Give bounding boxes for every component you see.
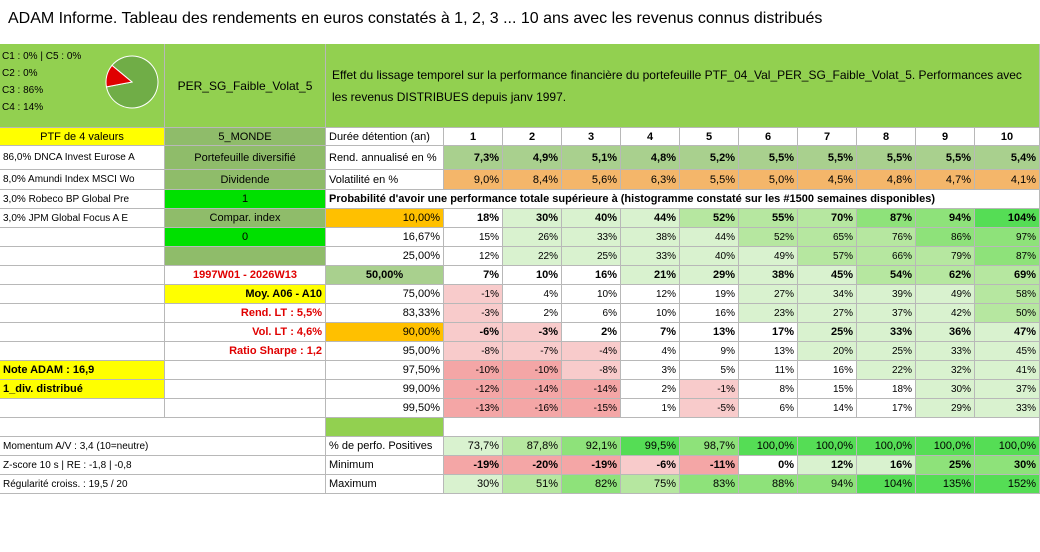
minimum-5: -11% <box>680 456 739 475</box>
quantile-value: -14% <box>503 380 562 399</box>
quantile-value: 27% <box>798 304 857 323</box>
annual-return-3: 5,1% <box>562 146 621 170</box>
quantile-value: 55% <box>739 209 798 228</box>
quantile-value: 10% <box>503 266 562 285</box>
holding-4: 3,0% JPM Global Focus A E <box>0 209 165 228</box>
positive-perf-label: % de perfo. Positives <box>326 437 444 456</box>
minimum-3: -19% <box>562 456 621 475</box>
volatility-10: 4,1% <box>975 170 1040 190</box>
quantile-value: 3% <box>621 361 680 380</box>
empty-row <box>0 532 1040 552</box>
quantile-value: 58% <box>975 285 1040 304</box>
alloc-c1c5: C1 : 0% | C5 : 0% <box>2 51 82 62</box>
duration-label: Durée détention (an) <box>326 128 444 146</box>
quantile-label: 90,00% <box>326 323 444 342</box>
empty-cell <box>0 323 165 342</box>
quantile-value: 33% <box>562 228 621 247</box>
quantile-value: 5% <box>680 361 739 380</box>
volatility-6: 5,0% <box>739 170 798 190</box>
quantile-value: -10% <box>444 361 503 380</box>
maximum-4: 75% <box>621 475 680 494</box>
alloc-c4: C4 : 14% <box>2 102 44 113</box>
minimum-6: 0% <box>739 456 798 475</box>
quantile-value: 14% <box>798 399 857 418</box>
maximum-6: 88% <box>739 475 798 494</box>
portfolio-description: Effet du lissage temporel sur la performance financière du portefeuille PTF_04_Val_PER_SG_Faible_Volat_5. Performances avec les revenus DISTRIBUES depuis janv 1997. <box>326 44 1040 128</box>
volatility-8: 4,8% <box>857 170 916 190</box>
quantile-value: -6% <box>444 323 503 342</box>
quantile-value: 52% <box>680 209 739 228</box>
allocation-pie-chart <box>104 50 160 114</box>
quantile-value: 33% <box>975 399 1040 418</box>
compare-index-label: Compar. index <box>165 209 326 228</box>
distribution-mode: 1_div. distribué <box>0 380 165 399</box>
quantile-value: 16% <box>680 304 739 323</box>
quantile-value: 15% <box>798 380 857 399</box>
empty-cell <box>0 247 165 266</box>
quantile-value: 38% <box>621 228 680 247</box>
quantile-value: 7% <box>621 323 680 342</box>
empty-row <box>0 494 1040 513</box>
quantile-value: 11% <box>739 361 798 380</box>
quantile-value: 22% <box>857 361 916 380</box>
quantile-value: 44% <box>621 209 680 228</box>
performance-sheet <box>0 44 1040 522</box>
minimum-1: -19% <box>444 456 503 475</box>
minimum-10: 30% <box>975 456 1040 475</box>
maximum-9: 135% <box>916 475 975 494</box>
empty-cell <box>0 399 165 418</box>
positive-perf-7: 100,0% <box>798 437 857 456</box>
ptf-count-label: PTF de 4 valeurs <box>0 128 165 146</box>
quantile-value: -16% <box>503 399 562 418</box>
quantile-value: -15% <box>562 399 621 418</box>
quantile-value: 49% <box>916 285 975 304</box>
holding-1: 86,0% DNCA Invest Eurose A <box>0 146 165 170</box>
quantile-value: 47% <box>975 323 1040 342</box>
quantile-value: 2% <box>503 304 562 323</box>
year-header-3: 3 <box>562 128 621 146</box>
volatility-2: 8,4% <box>503 170 562 190</box>
quantile-value: 4% <box>503 285 562 304</box>
quantile-value: 22% <box>503 247 562 266</box>
quantile-value: 29% <box>916 399 975 418</box>
quantile-value: 66% <box>857 247 916 266</box>
quantile-value: 40% <box>562 209 621 228</box>
quantile-value: 10% <box>562 285 621 304</box>
quantile-value: 26% <box>503 228 562 247</box>
quantile-value: 16% <box>562 266 621 285</box>
empty-cell <box>0 228 165 247</box>
minimum-4: -6% <box>621 456 680 475</box>
long-term-volatility: Vol. LT : 4,6% <box>165 323 326 342</box>
quantile-value: 21% <box>621 266 680 285</box>
empty-cell <box>0 285 165 304</box>
quantile-value: 1% <box>621 399 680 418</box>
annual-return-4: 4,8% <box>621 146 680 170</box>
empty-row <box>0 513 1040 532</box>
dividend-flag: 1 <box>165 190 326 209</box>
quantile-value: -10% <box>503 361 562 380</box>
portfolio-name: PER_SG_Faible_Volat_5 <box>165 44 326 128</box>
quantile-label: 95,00% <box>326 342 444 361</box>
quantile-label: 97,50% <box>326 361 444 380</box>
year-header-5: 5 <box>680 128 739 146</box>
quantile-value: 39% <box>857 285 916 304</box>
quantile-value: 76% <box>857 228 916 247</box>
positive-perf-4: 99,5% <box>621 437 680 456</box>
quantile-value: 6% <box>739 399 798 418</box>
quantile-label: 75,00% <box>326 285 444 304</box>
quantile-value: 18% <box>444 209 503 228</box>
quantile-value: -3% <box>503 323 562 342</box>
empty-cell <box>165 380 326 399</box>
quantile-value: -14% <box>562 380 621 399</box>
quantile-value: 8% <box>739 380 798 399</box>
quantile-value: 49% <box>739 247 798 266</box>
quantile-value: 19% <box>680 285 739 304</box>
quantile-value: -3% <box>444 304 503 323</box>
quantile-value: 12% <box>621 285 680 304</box>
minimum-7: 12% <box>798 456 857 475</box>
quantile-value: 17% <box>857 399 916 418</box>
quantile-value: 41% <box>975 361 1040 380</box>
quantile-value: 18% <box>857 380 916 399</box>
positive-perf-8: 100,0% <box>857 437 916 456</box>
annual-return-2: 4,9% <box>503 146 562 170</box>
quantile-value: 36% <box>916 323 975 342</box>
momentum-label: Momentum A/V : 3,4 (10=neutre) <box>0 437 326 456</box>
volatility-4: 6,3% <box>621 170 680 190</box>
positive-perf-10: 100,0% <box>975 437 1040 456</box>
quantile-value: 42% <box>916 304 975 323</box>
empty-cell <box>0 342 165 361</box>
maximum-5: 83% <box>680 475 739 494</box>
quantile-value: 25% <box>562 247 621 266</box>
year-header-2: 2 <box>503 128 562 146</box>
quantile-value: 70% <box>798 209 857 228</box>
empty-cell <box>165 247 326 266</box>
quantile-label: 25,00% <box>326 247 444 266</box>
quantile-label: 83,33% <box>326 304 444 323</box>
empty-cell <box>0 266 165 285</box>
quantile-value: 23% <box>739 304 798 323</box>
quantile-value: 79% <box>916 247 975 266</box>
quantile-value: 15% <box>444 228 503 247</box>
annual-return-label: Rend. annualisé en % <box>326 146 444 170</box>
year-header-10: 10 <box>975 128 1040 146</box>
quantile-value: 52% <box>739 228 798 247</box>
quantile-value: 62% <box>916 266 975 285</box>
positive-perf-5: 98,7% <box>680 437 739 456</box>
quantile-label: 99,00% <box>326 380 444 399</box>
quantile-value: 104% <box>975 209 1040 228</box>
portfolio-type: Portefeuille diversifié <box>165 146 326 170</box>
maximum-2: 51% <box>503 475 562 494</box>
year-header-7: 7 <box>798 128 857 146</box>
volatility-3: 5,6% <box>562 170 621 190</box>
quantile-value: 13% <box>680 323 739 342</box>
quantile-label: 16,67% <box>326 228 444 247</box>
quantile-label: 10,00% <box>326 209 444 228</box>
quantile-value: -5% <box>680 399 739 418</box>
positive-perf-3: 92,1% <box>562 437 621 456</box>
quantile-value: 25% <box>857 342 916 361</box>
quantile-value: 7% <box>444 266 503 285</box>
adam-score: Note ADAM : 16,9 <box>0 361 165 380</box>
annual-return-10: 5,4% <box>975 146 1040 170</box>
zone-label: 5_MONDE <box>165 128 326 146</box>
average-label: Moy. A06 - A10 <box>165 285 326 304</box>
quantile-value: 33% <box>916 342 975 361</box>
year-header-1: 1 <box>444 128 503 146</box>
empty-cell <box>0 418 326 437</box>
quantile-value: 10% <box>621 304 680 323</box>
annual-return-6: 5,5% <box>739 146 798 170</box>
maximum-3: 82% <box>562 475 621 494</box>
quantile-value: 87% <box>975 247 1040 266</box>
annual-return-9: 5,5% <box>916 146 975 170</box>
maximum-1: 30% <box>444 475 503 494</box>
annual-return-8: 5,5% <box>857 146 916 170</box>
quantile-value: 45% <box>798 266 857 285</box>
quantile-value: 37% <box>857 304 916 323</box>
alloc-c2: C2 : 0% <box>2 68 38 79</box>
quantile-value: 44% <box>680 228 739 247</box>
maximum-7: 94% <box>798 475 857 494</box>
year-header-8: 8 <box>857 128 916 146</box>
minimum-label: Minimum <box>326 456 444 475</box>
maximum-10: 152% <box>975 475 1040 494</box>
quantile-value: 54% <box>857 266 916 285</box>
maximum-8: 104% <box>857 475 916 494</box>
quantile-value: 32% <box>916 361 975 380</box>
quantile-value: 20% <box>798 342 857 361</box>
quantile-value: 65% <box>798 228 857 247</box>
quantile-value: 16% <box>798 361 857 380</box>
quantile-value: -8% <box>562 361 621 380</box>
holding-2: 8,0% Amundi Index MSCI Wo <box>0 170 165 190</box>
quantile-value: 37% <box>975 380 1040 399</box>
quantile-value: 25% <box>798 323 857 342</box>
quantile-label: 50,00% <box>326 266 444 285</box>
volatility-1: 9,0% <box>444 170 503 190</box>
regularity-label: Régularité croiss. : 19,5 / 20 <box>0 475 326 494</box>
volatility-5: 5,5% <box>680 170 739 190</box>
annual-return-1: 7,3% <box>444 146 503 170</box>
quantile-value: 69% <box>975 266 1040 285</box>
quantile-value: -1% <box>680 380 739 399</box>
minimum-2: -20% <box>503 456 562 475</box>
quantile-value: -1% <box>444 285 503 304</box>
quantile-value: 94% <box>916 209 975 228</box>
minimum-8: 16% <box>857 456 916 475</box>
maximum-label: Maximum <box>326 475 444 494</box>
positive-perf-9: 100,0% <box>916 437 975 456</box>
volatility-label: Volatilité en % <box>326 170 444 190</box>
quantile-value: 40% <box>680 247 739 266</box>
quantile-value: -7% <box>503 342 562 361</box>
probability-header: Probabilité d'avoir une performance totale supérieure à (histogramme constaté sur les #1500 semaines disponibles) <box>326 190 1040 209</box>
quantile-value: 50% <box>975 304 1040 323</box>
page-title: ADAM Informe. Tableau des rendements en euros constatés à 1, 2, 3 ... 10 ans avec les revenus connus distribués <box>0 0 1040 44</box>
annual-return-5: 5,2% <box>680 146 739 170</box>
dividend-label: Dividende <box>165 170 326 190</box>
quantile-value: 2% <box>621 380 680 399</box>
quantile-value: 86% <box>916 228 975 247</box>
quantile-value: 13% <box>739 342 798 361</box>
quantile-value: 29% <box>680 266 739 285</box>
positive-perf-6: 100,0% <box>739 437 798 456</box>
quantile-value: 12% <box>444 247 503 266</box>
allocation-box <box>0 44 165 128</box>
quantile-value: -8% <box>444 342 503 361</box>
empty-cell <box>165 361 326 380</box>
quantile-value: 45% <box>975 342 1040 361</box>
sharpe-ratio: Ratio Sharpe : 1,2 <box>165 342 326 361</box>
holding-3: 3,0% Robeco BP Global Pre <box>0 190 165 209</box>
quantile-value: 27% <box>739 285 798 304</box>
empty-cell <box>444 418 1040 437</box>
year-header-4: 4 <box>621 128 680 146</box>
period-label: 1997W01 - 2026W13 <box>165 266 326 285</box>
quantile-value: 87% <box>857 209 916 228</box>
quantile-value: 17% <box>739 323 798 342</box>
positive-perf-1: 73,7% <box>444 437 503 456</box>
quantile-value: -13% <box>444 399 503 418</box>
alloc-c3: C3 : 86% <box>2 85 44 96</box>
minimum-9: 25% <box>916 456 975 475</box>
quantile-value: 57% <box>798 247 857 266</box>
quantile-value: 2% <box>562 323 621 342</box>
volatility-9: 4,7% <box>916 170 975 190</box>
quantile-label: 99,50% <box>326 399 444 418</box>
quantile-value: -12% <box>444 380 503 399</box>
quantile-value: 9% <box>680 342 739 361</box>
long-term-return: Rend. LT : 5,5% <box>165 304 326 323</box>
zscore-label: Z-score 10 s | RE : -1,8 | -0,8 <box>0 456 326 475</box>
empty-cell <box>0 304 165 323</box>
quantile-value: -4% <box>562 342 621 361</box>
volatility-7: 4,5% <box>798 170 857 190</box>
quantile-value: 34% <box>798 285 857 304</box>
quantile-value: 30% <box>916 380 975 399</box>
empty-cell <box>165 399 326 418</box>
year-header-9: 9 <box>916 128 975 146</box>
quantile-value: 33% <box>857 323 916 342</box>
quantile-value: 38% <box>739 266 798 285</box>
empty-cell <box>326 418 444 437</box>
quantile-value: 6% <box>562 304 621 323</box>
quantile-value: 33% <box>621 247 680 266</box>
annual-return-7: 5,5% <box>798 146 857 170</box>
positive-perf-2: 87,8% <box>503 437 562 456</box>
quantile-value: 4% <box>621 342 680 361</box>
quantile-value: 97% <box>975 228 1040 247</box>
quantile-value: 30% <box>503 209 562 228</box>
year-header-6: 6 <box>739 128 798 146</box>
compare-index-flag: 0 <box>165 228 326 247</box>
